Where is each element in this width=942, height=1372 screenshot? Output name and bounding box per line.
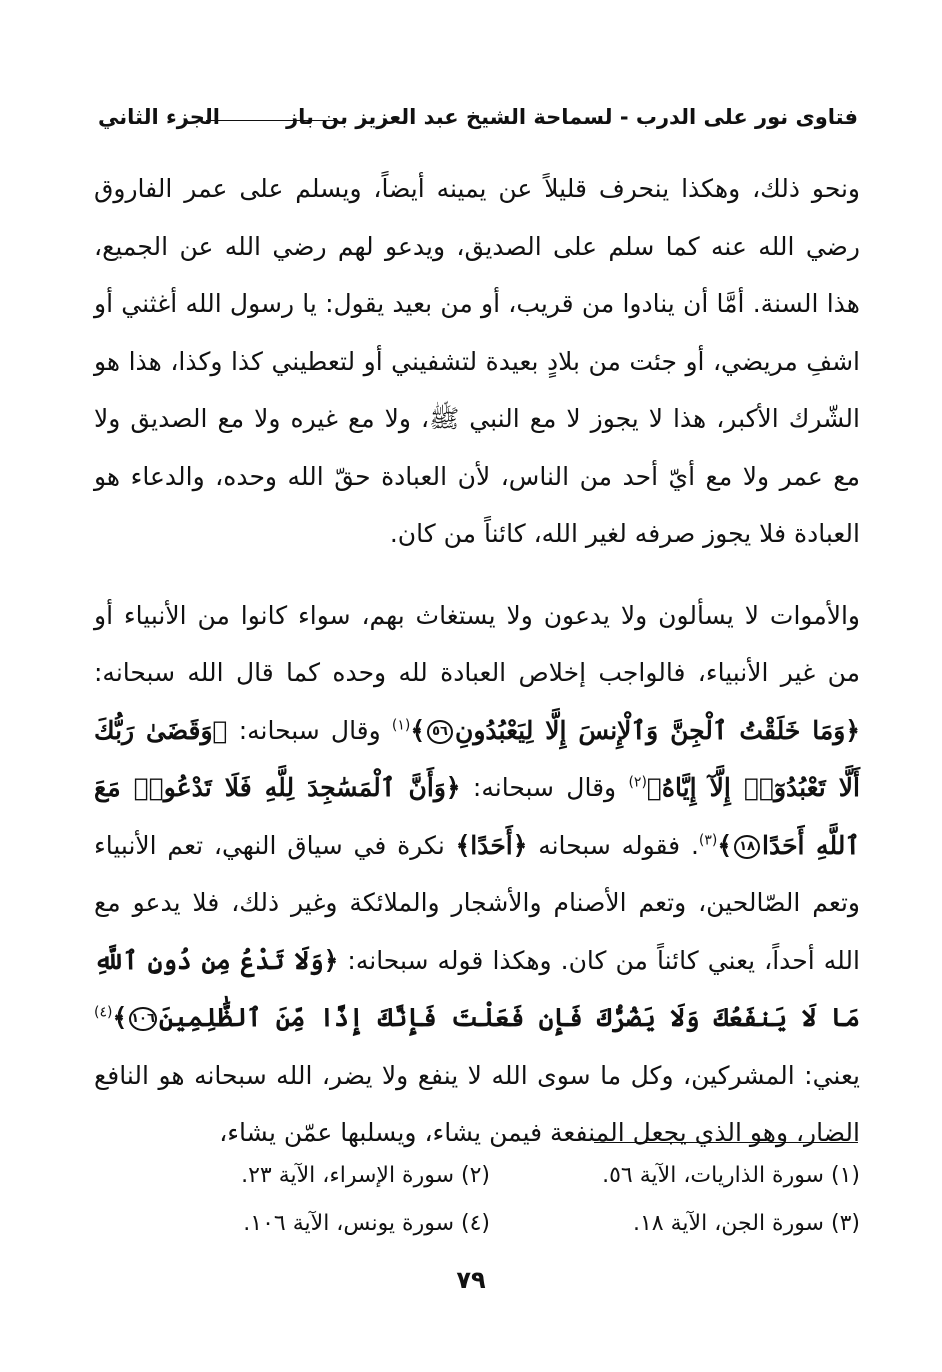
verse-close-bracket: ﴾ xyxy=(410,715,425,745)
running-header xyxy=(98,100,858,140)
quran-verse: ﴿وَقَضَىٰ رَبُّكَ أَلَّا تَعْبُدُوٓا۟ إِلَّآ إِيَّاهُ﴾ xyxy=(94,715,861,802)
text-span: والأموات لا يسألون ولا يدعون ولا يستغاث بهم، سواء كانوا من الأنبياء أو من غير الأنبياء، فالواجب إخلاص العبادة لله وحده كما قال الله سبحانه: xyxy=(94,600,860,687)
header-title: فتاوى نور على الدرب - لسماحة الشيخ عبد العزيز بن باز xyxy=(286,105,858,129)
ayah-number-mark: ٥٦ xyxy=(427,720,453,744)
footnote-ref: (٢) xyxy=(628,774,647,791)
quran-verse: ﴿وَلَا تَدْعُ مِن دُونِ ٱللَّهِ مَا لَا يَنفَعُكَ وَلَا يَضُرُّكَ فَإِن فَعَلْتَ فَإِنَّكَ إِذًا مِّنَ ٱلظَّٰلِمِينَ xyxy=(94,945,860,1032)
ayah-number-mark: ١٨ xyxy=(734,835,760,859)
footnote-separator xyxy=(594,1142,858,1143)
footnote-row xyxy=(160,1152,860,1200)
paragraph-1: ونحو ذلك، وهكذا ينحرف قليلاً عن يمينه أيضاً، ويسلم على عمر الفاروق رضي الله عنه كما سلم على الصديق، ويدعو لهم رضي الله عن الجميع، هذا السنة. أمَّا أن ينادوا من قريب، أو من بعيد يقول: يا رسول الله أغثني أو اشفِ مريضي، أو جئت من بلادٍ بعيدة لتشفيني أو لتعطيني كذا وكذا، هذا هو الشّرك الأكبر، هذا لا يجوز لا مع النبي ﷺ، ولا مع غيره ولا مع الصديق ولا مع عمر ولا مع أيّ أحد من الناس، لأن العبادة حقّ الله وحده، والدعاء هو العبادة فلا يجوز صرفه لغير الله، كائناً من كان. xyxy=(94,174,860,548)
footnotes xyxy=(160,1152,860,1248)
footnote-ref: (٣) xyxy=(698,832,718,849)
text-span: وقال سبحانه: xyxy=(238,715,381,745)
quran-verse: ﴿أَحَدًا﴾ xyxy=(455,830,528,860)
header-rule xyxy=(206,120,336,121)
footnote-4: (٤) سورة يونس، الآية ١٠٦. xyxy=(243,1211,490,1236)
footnote-ref: (١) xyxy=(391,717,411,734)
text-span: . فقوله سبحانه xyxy=(538,830,699,860)
footnote-3: (٣) سورة الجن، الآية ١٨. xyxy=(632,1211,860,1236)
footnote-row xyxy=(160,1200,860,1248)
footnote-2: (٢) سورة الإسراء، الآية ٢٣. xyxy=(241,1163,490,1188)
main-text xyxy=(94,160,860,1162)
footnote-1: (١) سورة الذاريات، الآية ٥٦. xyxy=(602,1163,860,1188)
page-number: ٧٩ xyxy=(456,1266,486,1294)
ayah-number-mark: ١٠٦ xyxy=(129,1007,157,1031)
header-part: الجزء الثاني xyxy=(98,105,221,129)
text-span: وقال سبحانه: xyxy=(472,773,617,802)
text-span: يعني: المشركين، وكل ما سوى الله لا ينفع ولا يضر، الله سبحانه هو النافع الضار، وهو الذي يجعل المنفعة فيمن يشاء، ويسلبها عمّن يشاء، xyxy=(94,1060,860,1147)
quran-verse: ﴿وَمَا خَلَقْتُ ٱلْجِنَّ وَٱلْإِنسَ إِلَّا لِيَعْبُدُونِ xyxy=(455,715,860,745)
quran-verse: ﴿وَأَنَّ ٱلْمَسَٰجِدَ لِلَّهِ فَلَا تَدْعُوا۟ مَعَ ٱللَّهِ أَحَدًا xyxy=(94,773,860,860)
text-span: نكرة في سياق النهي، تعم الأنبياء وتعم الصّالحين، وتعم الأصنام والأشجار والملائكة وغير ذلك، فلا يدعو مع الله أحداً، يعني كائناً من كان. وهكذا قوله سبحانه: xyxy=(94,830,860,975)
verse-close-bracket: ﴾ xyxy=(717,830,733,860)
paragraph-2 xyxy=(94,587,860,1162)
verse-close-bracket: ﴾ xyxy=(112,1003,128,1032)
footnote-ref: (٤) xyxy=(94,1004,113,1021)
